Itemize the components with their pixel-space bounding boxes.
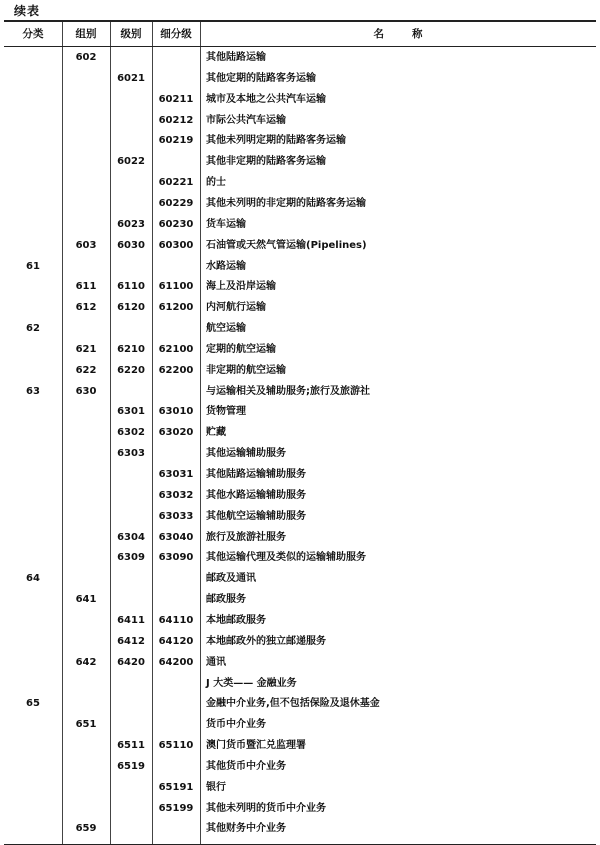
table-row [4,90,596,111]
cell-group [62,528,110,549]
cell-name: 非定期的航空运输 [206,364,286,376]
cell-group [62,152,110,173]
cell-group: 630 [75,385,97,397]
cell-section [4,444,62,465]
cell-subclass: 63033 [158,510,194,522]
cell-group: 621 [75,343,97,355]
table-row [4,569,596,590]
cell-subclass: 60212 [158,114,194,126]
cell-name: 其他陆路运输 [206,52,266,63]
cell-name: 货物管理 [206,406,246,418]
cell-group [62,257,110,278]
cell-subclass: 65191 [158,781,194,793]
cell-class [110,674,152,695]
table-row [4,319,596,340]
table-row [4,236,596,257]
cell-class: 6210 [117,343,145,355]
cell-subclass [152,590,200,611]
cell-name: 内河航行运输 [206,302,266,314]
table-row [4,152,596,173]
cell-subclass: 61200 [158,302,194,314]
cell-group [62,611,110,632]
cell-section [4,236,62,257]
cell-class: 6309 [117,552,145,564]
table-row [4,486,596,507]
cell-name: 澳门货币暨汇兑监理署 [206,740,306,752]
cell-section [4,340,62,361]
cell-section [4,778,62,799]
table-row [4,611,596,632]
cell-class: 6022 [117,156,145,168]
cell-subclass [152,694,200,715]
cell-class: 6411 [117,614,145,626]
table-row [4,361,596,382]
cell-group: 659 [75,823,97,835]
table-row [4,215,596,236]
cell-section: 63 [26,385,40,397]
cell-subclass [152,152,200,173]
cell-group [62,402,110,423]
cell-class [110,173,152,194]
cell-section [4,674,62,695]
cell-group [62,444,110,465]
table-row [4,257,596,278]
cell-section [4,298,62,319]
cell-section [4,402,62,423]
table-row [4,48,596,69]
cell-subclass [152,569,200,590]
cell-section [4,111,62,132]
table-row [4,674,596,695]
cell-name: 货车运输 [206,218,246,230]
cell-class [110,715,152,736]
cell-section [4,715,62,736]
classification-table [4,20,596,845]
cell-name: 旅行及旅游社服务 [206,531,286,543]
table-row [4,528,596,549]
table-row [4,694,596,715]
cell-subclass: 64200 [158,656,194,668]
cell-subclass: 63090 [158,552,194,564]
header-subclass: 细分级 [160,28,192,40]
table-row [4,548,596,569]
cell-name: 与运输相关及辅助服务;旅行及旅游社 [206,385,370,397]
cell-name: 海上及沿岸运输 [206,281,276,293]
cell-group [62,173,110,194]
cell-group [62,694,110,715]
cell-subclass [152,69,200,90]
cell-class [110,382,152,403]
cell-group [62,423,110,444]
cell-class: 6030 [117,239,145,251]
cell-name: 的士 [206,177,226,189]
cell-class: 6302 [117,427,145,439]
cell-class: 6303 [117,448,145,460]
cell-name: 其他非定期的陆路客务运输 [206,156,326,168]
cell-subclass: 60229 [158,197,194,209]
table-header [4,22,596,47]
table-row [4,507,596,528]
cell-group [62,194,110,215]
cell-class: 6110 [117,281,145,293]
cell-group: 612 [75,302,97,314]
cell-subclass: 63040 [158,531,194,543]
cell-section [4,215,62,236]
cell-group [62,778,110,799]
table-row [4,653,596,674]
table-row [4,340,596,361]
cell-section: 62 [26,323,40,335]
cell-group [62,507,110,528]
cell-name: 邮政及通讯 [206,573,256,585]
cell-subclass: 63032 [158,489,194,501]
cell-class [110,111,152,132]
cell-name: 货币中介业务 [206,719,266,731]
cell-subclass [152,444,200,465]
cell-name: 其他航空运输辅助服务 [206,510,306,522]
cell-subclass [152,382,200,403]
cell-name: 其他运输代理及类似的运输辅助服务 [206,552,366,564]
cell-class [110,799,152,820]
cell-section [4,277,62,298]
cell-class [110,257,152,278]
cell-section [4,465,62,486]
cell-name: 定期的航空运输 [206,343,276,355]
cell-class [110,194,152,215]
cell-name: 其他定期的陆路客务运输 [206,72,316,84]
cell-group [62,674,110,695]
cell-subclass [152,319,200,340]
cell-class: 6023 [117,218,145,230]
cell-subclass: 64120 [158,635,194,647]
cell-name: 其他水路运输辅助服务 [206,489,306,501]
table-row [4,298,596,319]
cell-subclass: 61100 [158,281,194,293]
cell-class [110,131,152,152]
cell-group [62,465,110,486]
cell-name: 本地邮政服务 [206,614,266,626]
cell-section [4,653,62,674]
cell-subclass: 60211 [158,93,194,105]
cell-group: 641 [75,594,97,606]
cell-subclass: 63031 [158,469,194,480]
cell-name: 银行 [206,781,226,793]
table-row [4,757,596,778]
cell-group: 603 [75,239,97,251]
cell-name: 航空运输 [206,323,246,335]
cell-subclass [152,819,200,840]
cell-group: 622 [75,364,97,376]
cell-name: 其他未列明定期的陆路客务运输 [206,135,346,147]
cell-subclass: 62100 [158,343,194,355]
table-row [4,402,596,423]
cell-group [62,632,110,653]
cell-section [4,131,62,152]
cell-class: 6519 [117,760,145,772]
cell-section: 65 [26,698,40,710]
cell-section [4,632,62,653]
table-row [4,590,596,611]
table-row [4,173,596,194]
cell-class: 6220 [117,364,145,376]
table-row [4,465,596,486]
cell-name: 水路运输 [206,260,246,272]
cell-group [62,90,110,111]
cell-name: 其他未列明的货币中介业务 [206,802,326,814]
table-row [4,194,596,215]
cell-class [110,507,152,528]
table-row [4,277,596,298]
cell-class [110,778,152,799]
table-row [4,799,596,820]
cell-group [62,131,110,152]
cell-subclass: 63010 [158,406,194,418]
table-row [4,819,596,840]
cell-name: 城市及本地之公共汽车运输 [206,93,326,105]
cell-section [4,69,62,90]
cell-subclass: 63020 [158,427,194,439]
cell-subclass [152,257,200,278]
cell-class [110,819,152,840]
cell-section [4,90,62,111]
cell-group: 651 [75,719,97,731]
header-group: 组别 [75,28,97,40]
cell-group: 642 [75,656,97,668]
cell-section [4,736,62,757]
cell-section [4,590,62,611]
header-name: 名称 [373,28,451,40]
cell-subclass: 64110 [158,614,194,626]
table-row [4,778,596,799]
cell-class [110,486,152,507]
cell-class: 6301 [117,406,145,418]
cell-name: 通讯 [206,656,226,668]
cell-name: 邮政服务 [206,594,246,606]
table-row [4,715,596,736]
cell-subclass: 60230 [158,218,194,230]
cell-section: 64 [26,573,40,585]
cell-name: 其他运输辅助服务 [206,448,286,460]
cell-subclass: 60300 [158,239,194,251]
cell-name: 石油管或天然气管运输(Pipelines) [206,239,367,251]
cell-group [62,736,110,757]
cell-section [4,423,62,444]
cell-name: 其他未列明的非定期的陆路客务运输 [206,197,366,209]
cell-group [62,486,110,507]
cell-subclass [152,757,200,778]
cell-class: 6021 [117,72,145,84]
cell-group [62,319,110,340]
cell-section [4,528,62,549]
cell-class: 6412 [117,635,145,647]
cell-group: 602 [75,52,97,63]
cell-name: 其他货币中介业务 [206,760,286,772]
cell-name: 其他陆路运输辅助服务 [206,469,306,480]
table-caption: 续表 [14,4,41,18]
cell-name: 其他财务中介业务 [206,823,286,835]
cell-class [110,465,152,486]
table-row [4,736,596,757]
cell-subclass: 65110 [158,740,194,752]
cell-section [4,152,62,173]
cell-class: 6420 [117,656,145,668]
cell-section [4,548,62,569]
cell-section [4,361,62,382]
cell-section [4,173,62,194]
cell-section [4,799,62,820]
cell-name: 贮藏 [206,427,226,439]
header-section: 分类 [22,28,44,40]
cell-subclass [152,48,200,69]
cell-group [62,548,110,569]
cell-class [110,694,152,715]
cell-class [110,48,152,69]
cell-class: 6511 [117,740,145,752]
cell-section [4,611,62,632]
cell-group [62,111,110,132]
cell-class: 6120 [117,302,145,314]
header-class: 级别 [120,28,142,40]
cell-name: 市际公共汽车运输 [206,114,286,126]
cell-section [4,48,62,69]
cell-section [4,486,62,507]
table-row [4,444,596,465]
cell-subclass: 60219 [158,135,194,147]
cell-class: 6304 [117,531,145,543]
cell-class [110,319,152,340]
cell-subclass: 60221 [158,177,194,189]
table-row [4,382,596,403]
cell-subclass [152,715,200,736]
cell-class [110,569,152,590]
cell-group [62,69,110,90]
cell-group [62,757,110,778]
cell-name: 本地邮政外的独立邮递服务 [206,635,326,647]
cell-name: J 大类—— 金融业务 [206,677,297,689]
cell-name: 金融中介业务,但不包括保险及退休基金 [206,698,380,710]
cell-section [4,507,62,528]
table-row [4,632,596,653]
table-row [4,423,596,444]
cell-group [62,215,110,236]
cell-class [110,590,152,611]
table-row [4,69,596,90]
cell-subclass [152,674,200,695]
table-row [4,131,596,152]
cell-section: 61 [26,260,40,272]
cell-section [4,194,62,215]
cell-class [110,90,152,111]
cell-group: 611 [75,281,97,293]
cell-subclass: 65199 [158,802,194,814]
cell-section [4,819,62,840]
cell-subclass: 62200 [158,364,194,376]
cell-section [4,757,62,778]
cell-group [62,799,110,820]
table-row [4,111,596,132]
cell-group [62,569,110,590]
